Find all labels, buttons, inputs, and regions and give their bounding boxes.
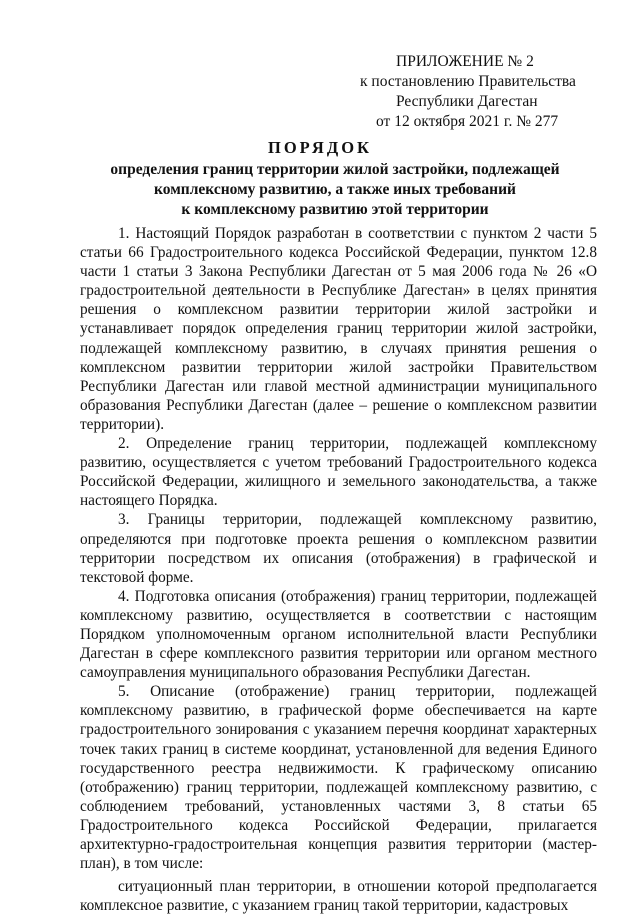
appendix-reference: к постановлению Правительства — [360, 73, 576, 90]
paragraph-3: 3. Границы территории, подлежащей комплексному развитию, определяются при подготовке проекта решения о комплексном развитии территории посредством их описания (отображения) в графической и текстовой форме. — [80, 511, 597, 586]
document-subtitle — [100, 160, 570, 220]
subtitle-line: к комплексному развитию этой территории — [181, 201, 489, 218]
paragraph-5: 5. Описание (отображение) границ территории, подлежащей комплексному развитию, в графической форме обеспечивается на карте градостроительного зонирования с указанием перечня координат характерных точек таких границ в системе координат, установленной для ведения Единого государственного реестра недвижимости. К графическому описанию (отображению) границ территории, подлежащей комплексному развитию, с соблюдением требований, установленных частями 3, 8 статьи 65 Градостроительного кодекса Российской Федерации, прилагается архитектурно-градостроительная концепция развития территории (мастер-план), в том числе: — [80, 683, 597, 873]
document-title: ПОРЯДОК — [268, 138, 372, 157]
paragraph-4: 4. Подготовка описания (отображения) границ территории, подлежащей комплексному развитию, осуществляется в соответствии с настоящим Порядком уполномоченным органом исполнительной власти Республики Дагестан в сфере комплексного развития территории или органом местного самоуправления муниципального образования Республики Дагестан. — [80, 587, 597, 682]
document-body — [80, 224, 597, 915]
paragraph-1: 1. Настоящий Порядок разработан в соответствии с пунктом 2 части 5 статьи 66 Градостроительного кодекса Российской Федерации, пунктом 12.8 части 1 статьи 3 Закона Республики Дагестан от 5 мая 2006 года № 26 «О градостроительной деятельности в Республике Дагестан» в целях принятия решения о комплексном развитии территории жилой застройки и устанавливает порядок определения границ территории жилой застройки, подлежащей комплексному развитию, в случаях принятия решения о комплексном развитии территории жилой застройки Правительством Республики Дагестан или главой местной администрации муниципального образования Республики Дагестан (далее – решение о комплексном развитии территории). — [80, 225, 597, 433]
appendix-republic: Республики Дагестан — [396, 93, 538, 110]
subtitle-line: комплексному развитию, а также иных требований — [154, 181, 516, 198]
subtitle-line: определения границ территории жилой застройки, подлежащей — [110, 161, 560, 178]
paragraph-6: ситуационный план территории, в отношении которой предполагается комплексное развитие, с указанием границ такой территории, кадастровых — [80, 878, 597, 915]
appendix-header — [340, 52, 620, 132]
paragraph-2: 2. Определение границ территории, подлежащей комплексному развитию, осуществляется с учетом требований Градостроительного кодекса Российской Федерации, жилищного и земельного законодательства, а также настоящего Порядка. — [80, 435, 597, 510]
appendix-number: ПРИЛОЖЕНИЕ № 2 — [396, 53, 534, 70]
appendix-date: от 12 октября 2021 г. № 277 — [376, 113, 559, 130]
